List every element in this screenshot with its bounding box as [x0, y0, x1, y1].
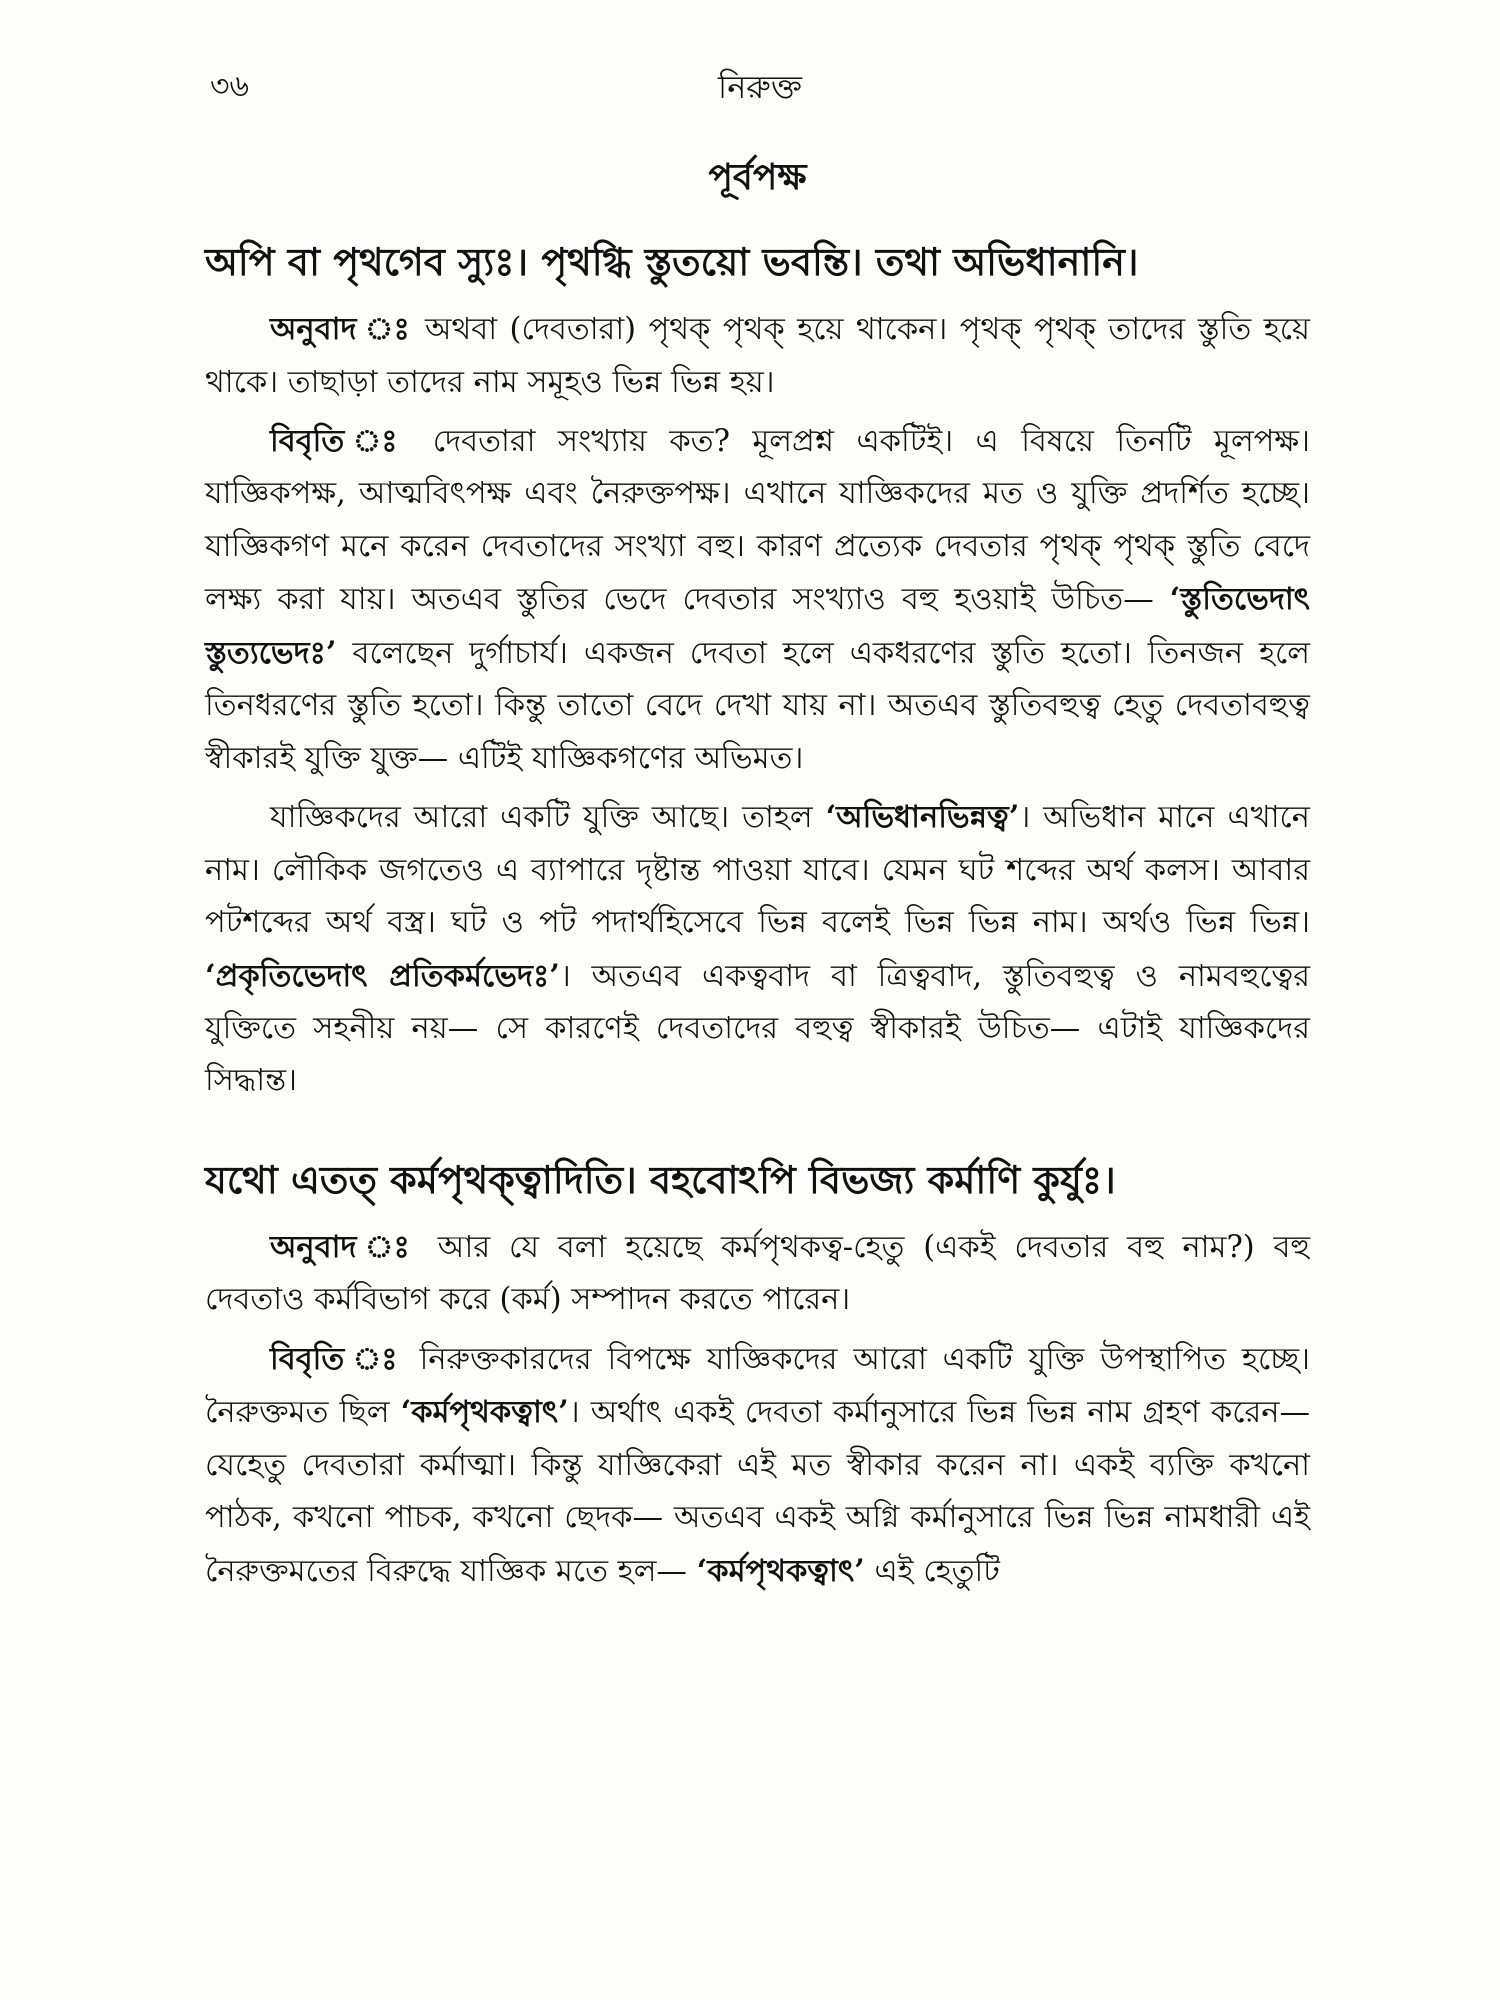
- sutra-2: যথো এতত্ কর্মপৃথক্ত্বাদিতি। বহবোঽপি বিভজ্য কর্মাণি কুর্যুঃ।: [205, 1156, 1116, 1202]
- commentary-text: নিরুক্তকারদের বিপক্ষে যাজ্ঞিকদের আরো একটি যুক্তি উপস্থাপিত হচ্ছে। নৈরুক্তমত ছিল: [205, 1341, 1310, 1431]
- spacer: [205, 1114, 1310, 1152]
- commentary-text: । অর্থাৎ একই দেবতা কর্মানুসারে ভিন্ন ভিন্ন নাম গ্রহণ করেন— যেহেতু দেবতারা কর্মাত্মা। কিন্তু যাজ্ঞিকেরা এই মত স্বীকার করেন না। একই ব্যক্তি কখনো পাঠক, কখনো পাচক, কখনো ছেদক— অতএব একই অগ্নি কর্মানুসারে ভিন্ন ভিন্ন নামধারী এই নৈরুক্তমতের বিরুদ্ধে যাজ্ঞিক মতে হল—: [205, 1395, 1310, 1589]
- sutra-1: অপি বা পৃথগেব স্যুঃ। পৃথগ্ধি স্তুতয়ো ভবন্তি। তথা অভিধানানি।: [205, 239, 1139, 284]
- page-number: ৩৬: [210, 69, 250, 104]
- translation-text: আর যে বলা হয়েছে কর্মপৃথকত্ব-হেতু (একই দেবতার বহু নাম?) বহু দেবতাও কর্মবিভাগ করে (কর্ম) সম্পাদন করতে পারেন।: [205, 1229, 1311, 1318]
- commentary-label: বিবৃতি ঃ: [270, 1340, 404, 1377]
- commentary-2: [205, 791, 1310, 1108]
- commentary-quote: ‘স্তুতিভেদাৎ স্তুত্যভেদঃ’: [205, 581, 1310, 671]
- commentary-text: । অতএব একত্ববাদ বা ত্রিত্ববাদ, স্তুতিবহুত্ব ও নামবহুত্বের যুক্তিতে সহনীয় নয়— সে কারণেই দেবতাদের বহুত্ব স্বীকারই উচিত— এটাই যাজ্ঞিকদের সিদ্ধান্ত।: [205, 958, 1310, 1099]
- translation-text: অথবা (দেবতারা) পৃথক্ পৃথক্ হয়ে থাকেন। পৃথক্ পৃথক্ তাদের স্তুতি হয়ে থাকে। তাছাড়া তাদের নাম সমূহও ভিন্ন ভিন্ন হয়।: [205, 312, 1310, 400]
- commentary-text: এই হেতুটি: [864, 1553, 1000, 1589]
- commentary-label: বিবৃতি ঃ: [270, 423, 411, 459]
- commentary-quote: ‘কর্মপৃথকত্বাৎ’: [400, 1394, 569, 1431]
- commentary-text: যাজ্ঞিকদের আরো একটি যুক্তি আছে। তাহল: [270, 800, 826, 836]
- commentary-quote: ‘কর্মপৃথকত্বাৎ’: [696, 1552, 865, 1589]
- translation-label: অনুবাদ ঃ: [270, 311, 413, 348]
- commentary-quote: ‘প্রকৃতিভেদাৎ প্রতিকর্মভেদঃ’: [205, 957, 560, 994]
- translation-1: [205, 303, 1310, 409]
- commentary-3: [205, 1333, 1310, 1598]
- commentary-text: । অভিধান মানে এখানে নাম। লৌকিক জগতেও এ ব্যাপারে দৃষ্টান্ত পাওয়া যাবে। যেমন ঘট শব্দের অর্থ কলস। আবার পটশব্দের অর্থ বস্ত্র। ঘট ও পট পদার্থহিসেবে ভিন্ন বলেই ভিন্ন ভিন্ন নাম। অর্থও ভিন্ন ভিন্ন।: [205, 800, 1311, 941]
- translation-label: অনুবাদ ঃ: [270, 1228, 419, 1265]
- commentary-text: দেবতারা সংখ্যায় কত? মূলপ্রশ্ন একটিই। এ বিষয়ে তিনটি মূলপক্ষ। যাজ্ঞিকপক্ষ, আত্মবিৎপক্ষ এবং নৈরুক্তপক্ষ। এখানে যাজ্ঞিকদের মত ও যুক্তি প্রদর্শিত হচ্ছে। যাজ্ঞিকগণ মনে করেন দেবতাদের সংখ্যা বহু। কারণ প্রত্যেক দেবতার পৃথক্ পৃথক্ স্তুতি বেদে লক্ষ্য করা যায়। অতএব স্তুতির ভেদে দেবতার সংখ্যাও বহু হওয়াই উচিত—: [205, 424, 1310, 618]
- commentary-text: বলেছেন দুর্গাচার্য। একজন দেবতা হলে একধরণের স্তুতি হতো। তিনজন হলে তিনধরণের স্তুতি হতো। কিন্তু তাতো বেদে দেখা যায় না। অতএব স্তুতিবহুত্ব হেতু দেবতাবহুত্ব স্বীকারই যুক্তি যুক্ত— এটিই যাজ্ঞিকগণের অভিমত।: [205, 635, 1310, 776]
- page-header: [210, 62, 1310, 112]
- commentary-1: [205, 415, 1310, 785]
- commentary-quote: ‘অভিধানভিন্নত্ব’: [825, 799, 1020, 836]
- translation-2: [205, 1221, 1310, 1327]
- page-body: [205, 150, 1310, 1604]
- running-title: নিরুক্ত: [718, 68, 802, 106]
- section-title: পূর্বপক্ষ: [708, 156, 807, 198]
